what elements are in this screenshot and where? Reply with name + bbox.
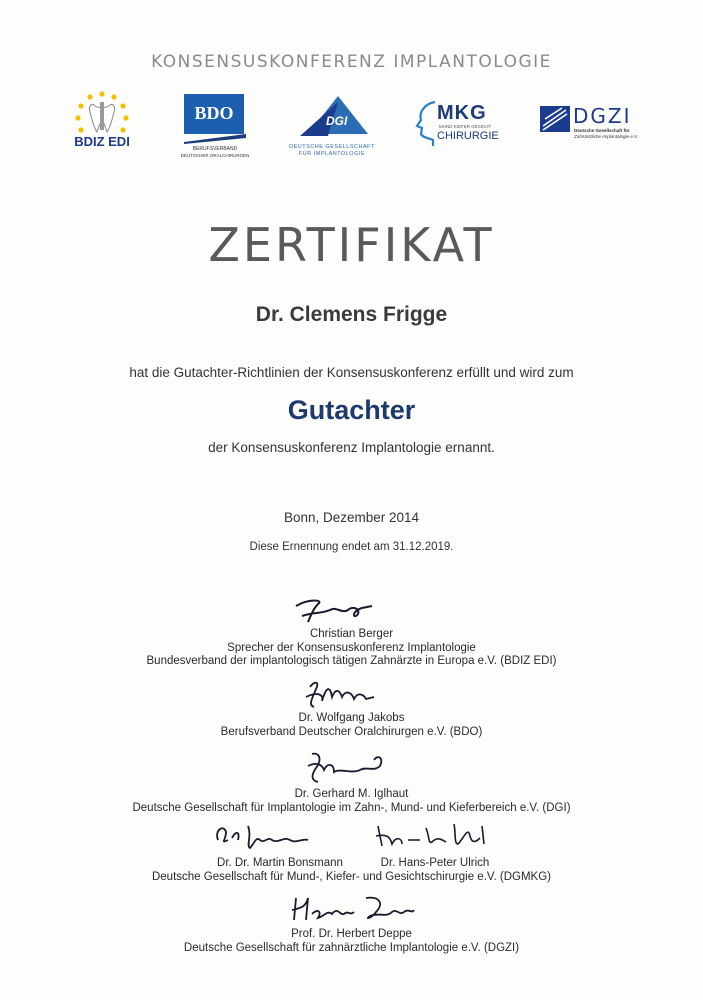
signatory-berger	[0, 628, 703, 669]
place-and-date: Bonn, Dezember 2014	[283, 510, 420, 525]
certificate-title: ZERTIFIKAT	[208, 218, 495, 272]
signature-ulrich	[372, 818, 492, 852]
mkg-logo-text: MKG	[437, 102, 487, 124]
signatory-iglhaut-line-1: Deutsche Gesellschaft für Implantologie im Zahn-, Mund- und Kieferbereich e.V. (DGI)	[132, 801, 571, 814]
bdo-swoosh-icon	[180, 132, 250, 146]
signatory-deppe	[0, 928, 703, 955]
signature-iglhaut	[300, 748, 400, 788]
dgzi-logo-caption-2: Zahnärztliche Implantologie e.V.	[574, 134, 638, 139]
dgzi-emblem-icon	[540, 106, 570, 132]
appointed-role: Gutachter	[287, 395, 416, 425]
signatory-ulrich-name: Dr. Hans-Peter Ulrich	[380, 857, 490, 869]
mkg-logo	[415, 100, 515, 150]
signature-berger	[290, 592, 380, 626]
bdo-logo	[180, 94, 250, 170]
signatory-berger-line-1: Sprecher der Konsensuskonferenz Implantologie	[227, 641, 476, 654]
signatory-deppe-line-1: Deutsche Gesellschaft für zahnärztliche Implantologie e.V. (DGZI)	[183, 941, 520, 954]
signature-jakobs	[300, 677, 380, 711]
signatory-jakobs-line-1: Berufsverband Deutscher Oralchirurgen e.V. (BDO)	[220, 725, 483, 738]
certificate-text-1: hat die Gutachter-Richtlinien der Konsensuskonferenz erfüllt und wird zum	[129, 365, 574, 380]
dgzi-logo-caption-1: Deutsche Gesellschaft für	[574, 128, 630, 133]
signatory-iglhaut	[0, 788, 703, 815]
mkg-logo-caption: CHIRURGIE	[437, 130, 499, 142]
signatory-dgmkg-line-1: Deutsche Gesellschaft für Mund-, Kiefer- und Gesichtschirurgie e.V. (DGMKG)	[151, 871, 552, 883]
bdo-logo-text: BDO	[194, 103, 234, 123]
conference-header: KONSENSUSKONFERENZ IMPLANTOLOGIE	[151, 52, 552, 72]
bdiz-edi-logo	[62, 88, 142, 168]
signatory-jakobs	[0, 712, 703, 739]
bdo-logo-caption-2: DEUTSCHER ORALCHIRURGEN	[180, 153, 250, 158]
signatory-iglhaut-name: Dr. Gerhard M. Iglhaut	[294, 788, 409, 800]
recipient-name: Dr. Clemens Frigge	[255, 303, 448, 326]
signatory-berger-line-2: Bundesverband der implantologisch tätigen Zahnärzte in Europa e.V. (BDIZ EDI)	[146, 655, 557, 667]
dgzi-logo-text: DGZI	[573, 104, 632, 128]
mkg-logo-subtitle: MUND KIEFER GESICHT	[439, 124, 492, 129]
bdo-logo-caption-1: BERUFSVERBAND	[192, 146, 238, 152]
signature-bonsmann	[208, 818, 318, 852]
dgzi-logo	[540, 104, 650, 144]
signatory-jakobs-name: Dr. Wolfgang Jakobs	[298, 712, 405, 724]
dgi-logo-text: DGI	[326, 114, 348, 128]
dgi-logo-caption-1: DEUTSCHE GESELLSCHAFT	[289, 144, 375, 150]
signatory-deppe-name: Prof. Dr. Herbert Deppe	[291, 928, 412, 940]
dgi-logo	[282, 94, 382, 164]
dgi-logo-caption-2: FÜR IMPLANTOLOGIE	[298, 151, 366, 157]
signatory-berger-name: Christian Berger	[309, 628, 394, 640]
bdiz-edi-emblem-icon	[62, 88, 142, 168]
expiry-notice: Diese Ernennung endet am 31.12.2019.	[249, 541, 454, 553]
certificate-text-2: der Konsensuskonferenz Implantologie ernannt.	[208, 440, 495, 455]
bdiz-edi-logo-text: BDIZ EDI	[74, 134, 130, 149]
signatory-bonsmann-name: Dr. Dr. Martin Bonsmann	[217, 857, 343, 869]
signature-deppe	[288, 890, 418, 928]
